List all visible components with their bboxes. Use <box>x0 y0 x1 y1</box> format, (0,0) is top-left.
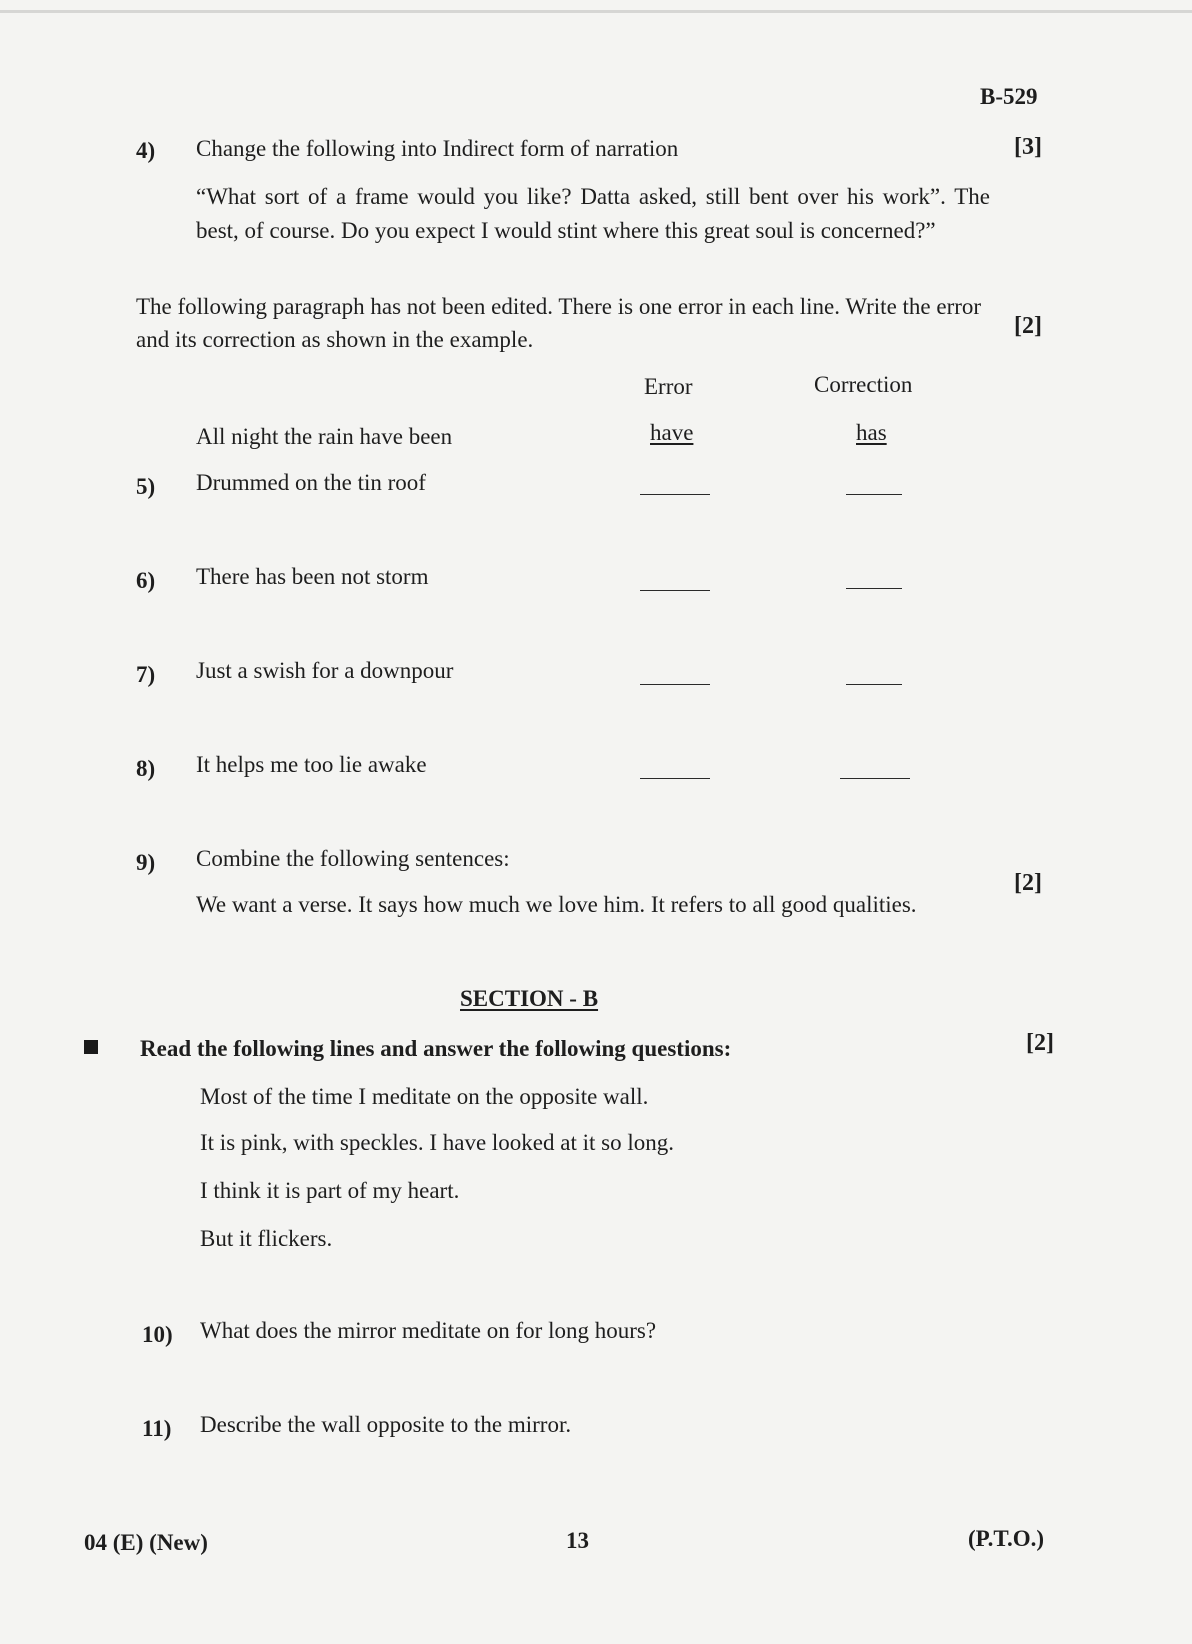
footer-page-number: 13 <box>566 1528 589 1553</box>
q8-error-blank <box>640 778 710 779</box>
q6-number: 6) <box>136 568 156 593</box>
q8-line: It helps me too lie awake <box>196 752 427 777</box>
example-line: All night the rain have been <box>196 424 453 449</box>
q11-text: Describe the wall opposite to the mirror. <box>200 1412 572 1437</box>
q4-number: 4) <box>136 138 156 163</box>
q6-correction-blank <box>846 588 902 589</box>
q7-error-blank <box>640 684 710 685</box>
q8-correction-blank <box>840 778 910 779</box>
q9-number: 9) <box>136 850 156 875</box>
q7-number: 7) <box>136 662 156 687</box>
paper-code: B-529 <box>980 84 1038 109</box>
q8-number: 8) <box>136 756 156 781</box>
example-correction: has <box>856 420 887 445</box>
q5-correction-blank <box>846 494 902 495</box>
bullet-square-icon <box>84 1040 98 1054</box>
q11-number: 11) <box>142 1416 172 1441</box>
section-b-instruction: Read the following lines and answer the following questions: <box>140 1036 732 1061</box>
col-header-correction: Correction <box>814 372 913 397</box>
q9-sentences: We want a verse. It says how much we love him. It refers to all good qualities. <box>196 892 917 917</box>
q10-text: What does the mirror meditate on for long hours? <box>200 1318 657 1343</box>
editing-marks: [2] <box>1014 313 1042 339</box>
q7-correction-blank <box>846 684 902 685</box>
footer-subject-code: 04 (E) (New) <box>84 1530 208 1555</box>
poem-line-3: I think it is part of my heart. <box>200 1178 460 1203</box>
q5-error-blank <box>640 494 710 495</box>
q9-prompt: Combine the following sentences: <box>196 846 510 871</box>
section-b-title: SECTION - B <box>460 986 599 1011</box>
poem-line-4: But it flickers. <box>200 1226 333 1251</box>
q5-line: Drummed on the tin roof <box>196 470 426 495</box>
q7-line: Just a swish for a downpour <box>196 658 454 683</box>
q6-line: There has been not storm <box>196 564 429 589</box>
poem-line-1: Most of the time I meditate on the opposite wall. <box>200 1084 649 1109</box>
q4-quote: “What sort of a frame would you like? Datta asked, still bent over his work”. The best, of course. Do you expect I would stint where this great soul is concerned?” <box>196 184 990 243</box>
q5-number: 5) <box>136 474 156 499</box>
example-error: have <box>650 420 694 445</box>
q9-marks: [2] <box>1014 870 1042 896</box>
col-header-error: Error <box>644 374 693 399</box>
poem-line-2: It is pink, with speckles. I have looked at it so long. <box>200 1130 674 1155</box>
section-b-marks: [2] <box>1026 1030 1054 1056</box>
editing-instruction: The following paragraph has not been edited. There is one error in each line. Write the error and its correction as shown in the example. <box>136 294 982 352</box>
q4-prompt: Change the following into Indirect form of narration <box>196 136 679 161</box>
footer-pto: (P.T.O.) <box>968 1526 1045 1551</box>
scan-edge-line <box>0 10 1192 13</box>
q4-marks: [3] <box>1014 134 1042 160</box>
q10-number: 10) <box>142 1322 173 1347</box>
q6-error-blank <box>640 590 710 591</box>
